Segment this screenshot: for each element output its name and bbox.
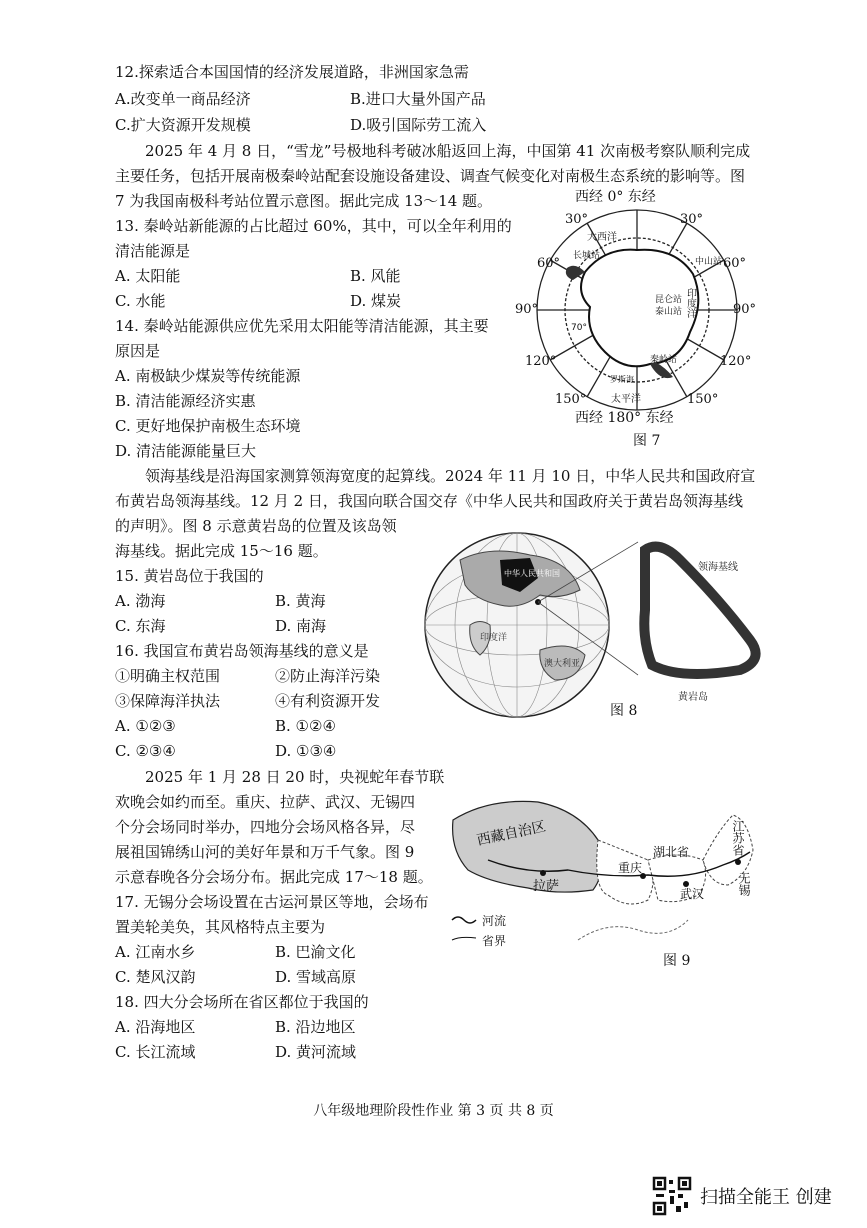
fig8-island-label: 黄岩岛 — [678, 692, 708, 703]
q13-option-a: A. 太阳能 — [115, 267, 181, 285]
fig7-bottom-label: 西经 180° 东经 — [575, 410, 674, 426]
fig7-indian-label: 印度洋 — [684, 288, 696, 318]
passage-17-line3: 个分会场同时举办，四地分会场风格各异，尽 — [115, 818, 416, 836]
q16-item-1: ①明确主权范围 — [115, 667, 221, 685]
fig7-l30: 30° — [565, 212, 589, 227]
q13-option-c: C. 水能 — [115, 292, 166, 310]
q13-option-d: D. 煤炭 — [350, 292, 402, 310]
fig9-chongqing-label: 重庆 — [618, 861, 643, 875]
fig7-taishan-label: 泰山站 — [655, 307, 683, 317]
fig7-l90: 90° — [515, 302, 539, 317]
fig7-r30: 30° — [680, 212, 704, 227]
fig7-top-label: 西经 0° 东经 — [575, 189, 656, 205]
fig8-aus-label: 澳大利亚 — [544, 659, 581, 669]
fig9-hubei-label: 湖北省 — [653, 845, 690, 859]
q12-option-d: D.吸引国际劳工流入 — [350, 116, 487, 134]
fig7-r60: 60° — [723, 256, 747, 271]
fig8-baseline-label: 领海基线 — [698, 562, 738, 573]
fig7-r90: 90° — [733, 302, 757, 317]
q12-option-a: A.改变单一商品经济 — [115, 90, 251, 108]
fig7-qinling-label: 秦岭站 — [650, 355, 678, 365]
q18-option-b: B. 沿边地区 — [275, 1018, 356, 1036]
figure-8-huangyan-island — [420, 530, 780, 730]
passage-13-line1: 2025 年 4 月 8 日，“雪龙”号极地科考破冰船返回上海，中国第 41 次南极考察队顺利完成 — [145, 142, 751, 160]
fig9-xizang-label: 西藏自治区 — [475, 818, 548, 849]
q17-stem: 17. 无锡分会场设置在古运河景区等地，会场布 — [115, 893, 429, 911]
fig7-l150: 150° — [555, 392, 587, 407]
q16-item-2: ②防止海洋污染 — [275, 667, 381, 685]
fig7-r150: 150° — [687, 392, 719, 407]
fig7-zhongshan-label: 中山站 — [695, 257, 723, 267]
q15-option-c: C. 东海 — [115, 617, 166, 635]
passage-17-line4: 展祖国锦绣山河的美好年景和万千气象。图 9 — [115, 843, 415, 861]
fig7-ross-label: 罗斯海 — [610, 375, 634, 384]
passage-13-line3: 7 为我国南极科考站位置示意图。据此完成 13～14 题。 — [115, 192, 493, 210]
q13-stem-cont: 清洁能源是 — [115, 242, 191, 260]
fig7-r120: 120° — [720, 354, 752, 369]
q16-item-3: ③保障海洋执法 — [115, 692, 221, 710]
fig9-lasa-label: 拉萨 — [533, 879, 560, 894]
fig9-legend-border: 省界 — [482, 934, 507, 948]
q14-stem: 14. 秦岭站能源供应优先采用太阳能等清洁能源，其主要 — [115, 317, 489, 335]
fig7-l60: 60° — [537, 256, 561, 271]
q16-option-d: D. ①③④ — [275, 742, 337, 760]
q14-stem-cont: 原因是 — [115, 342, 161, 360]
passage-15-line4: 海基线。据此完成 15～16 题。 — [115, 542, 328, 560]
scanner-watermark: 扫描全能王 创建 — [700, 1187, 832, 1208]
fig7-greatwall-label: 长城站 — [573, 251, 601, 261]
q16-option-b: B. ①②④ — [275, 717, 336, 735]
q12-stem: 12.探索适合本国国情的经济发展道路，非洲国家急需 — [115, 63, 469, 81]
fig9-jiangsu-label: 江苏省 — [731, 820, 745, 856]
fig9-caption: 图 9 — [663, 953, 691, 969]
q16-option-c: C. ②③④ — [115, 742, 176, 760]
q16-stem: 16. 我国宣布黄岩岛领海基线的意义是 — [115, 642, 369, 660]
q13-stem: 13. 秦岭站新能源的占比超过 60%，其中，可以全年利用的 — [115, 217, 512, 235]
q17-option-a: A. 江南水乡 — [115, 943, 196, 961]
q18-option-c: C. 长江流域 — [115, 1043, 196, 1061]
fig9-legend-river: 河流 — [482, 914, 507, 928]
q13-option-b: B. 风能 — [350, 267, 401, 285]
passage-17-line5: 示意春晚各分会场分布。据此完成 17～18 题。 — [115, 868, 433, 886]
fig8-india-label: 印度洋 — [480, 633, 508, 643]
fig7-kunlun-label: 昆仑站 — [655, 295, 683, 305]
q18-stem: 18. 四大分会场所在省区都位于我国的 — [115, 993, 369, 1011]
q14-option-d: D. 清洁能源能量巨大 — [115, 442, 257, 460]
q15-option-d: D. 南海 — [275, 617, 327, 635]
fig8-caption: 图 8 — [610, 703, 638, 719]
passage-15-line3: 的声明》。图 8 示意黄岩岛的位置及该岛领 — [115, 517, 397, 535]
fig9-wuhan-label: 武汉 — [680, 887, 705, 901]
passage-13-line2: 主要任务，包括开展南极秦岭站配套设施设备建设、调查气候变化对南极生态系统的影响等。图 — [115, 167, 746, 185]
page-footer: 八年级地理阶段性作业 第 3 页 共 8 页 — [313, 1103, 554, 1119]
fig7-pacific-label: 太平洋 — [611, 394, 641, 405]
q17-option-d: D. 雪域高原 — [275, 968, 357, 986]
fig7-caption: 图 7 — [633, 433, 661, 449]
q18-option-a: A. 沿海地区 — [115, 1018, 196, 1036]
q18-option-d: D. 黄河流域 — [275, 1043, 357, 1061]
fig9-wuxi-label: 无锡 — [737, 872, 751, 896]
q15-stem: 15. 黄岩岛位于我国的 — [115, 567, 264, 585]
fig7-atlantic-label: 大西洋 — [587, 232, 617, 243]
qr-code-icon — [652, 1176, 692, 1216]
passage-17-line1: 2025 年 1 月 28 日 20 时，央视蛇年春节联 — [145, 768, 445, 786]
q12-option-c: C.扩大资源开发规模 — [115, 116, 251, 134]
figure-9-gala-venues-map — [448, 790, 768, 970]
figure-7-antarctic-map — [515, 189, 760, 452]
passage-15-line1: 领海基线是沿海国家测算领海宽度的起算线。2024 年 11 月 10 日，中华人民共和国政府宣 — [145, 467, 756, 485]
q15-option-a: A. 渤海 — [115, 592, 166, 610]
q14-option-a: A. 南极缺少煤炭等传统能源 — [115, 367, 301, 385]
fig7-l120: 120° — [525, 354, 557, 369]
passage-17-line2: 欢晚会如约而至。重庆、拉萨、武汉、无锡四 — [115, 793, 416, 811]
q17-option-c: C. 楚风汉韵 — [115, 968, 196, 986]
q15-option-b: B. 黄海 — [275, 592, 326, 610]
q14-option-b: B. 清洁能源经济实惠 — [115, 392, 256, 410]
q14-option-c: C. 更好地保护南极生态环境 — [115, 417, 301, 435]
q17-stem-cont: 置美轮美奂，其风格特点主要为 — [115, 918, 326, 936]
fig8-china-label: 中华人民共和国 — [504, 569, 560, 578]
fig7-70-label: 70° — [571, 323, 587, 333]
passage-15-line2: 布黄岩岛领海基线。12 月 2 日，我国向联合国交存《中华人民共和国政府关于黄岩岛领海基线 — [115, 492, 743, 510]
q16-option-a: A. ①②③ — [115, 717, 176, 735]
q17-option-b: B. 巴渝文化 — [275, 943, 356, 961]
q16-item-4: ④有利资源开发 — [275, 692, 381, 710]
q12-option-b: B.进口大量外国产品 — [350, 90, 486, 108]
